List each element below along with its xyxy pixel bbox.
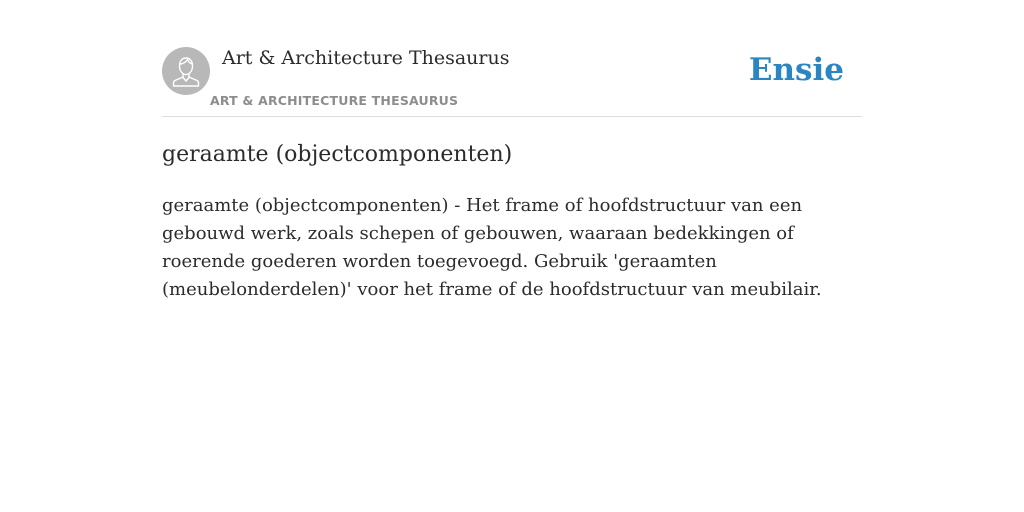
definition-text: geraamte (objectcomponenten) - Het frame of hoofdstructuur van een gebouwd werk, zoals schepen of gebouwen, waaraan bedekkingen of roerende goederen worden toegevoegd. Gebruik 'geraamten (meubelonderdelen)' voor het frame of de hoofdstructuur van meubilair. — [162, 195, 822, 300]
ensie-logo[interactable]: Ensie — [748, 52, 844, 88]
avatar[interactable] — [162, 47, 210, 95]
author-subtitle: ART & ARCHITECTURE THESAURUS — [210, 93, 459, 108]
author-name[interactable]: Art & Architecture Thesaurus — [222, 47, 510, 69]
author-header — [162, 36, 862, 117]
page-title: geraamte (objectcomponenten) — [162, 142, 513, 167]
user-silhouette-icon — [162, 47, 210, 95]
